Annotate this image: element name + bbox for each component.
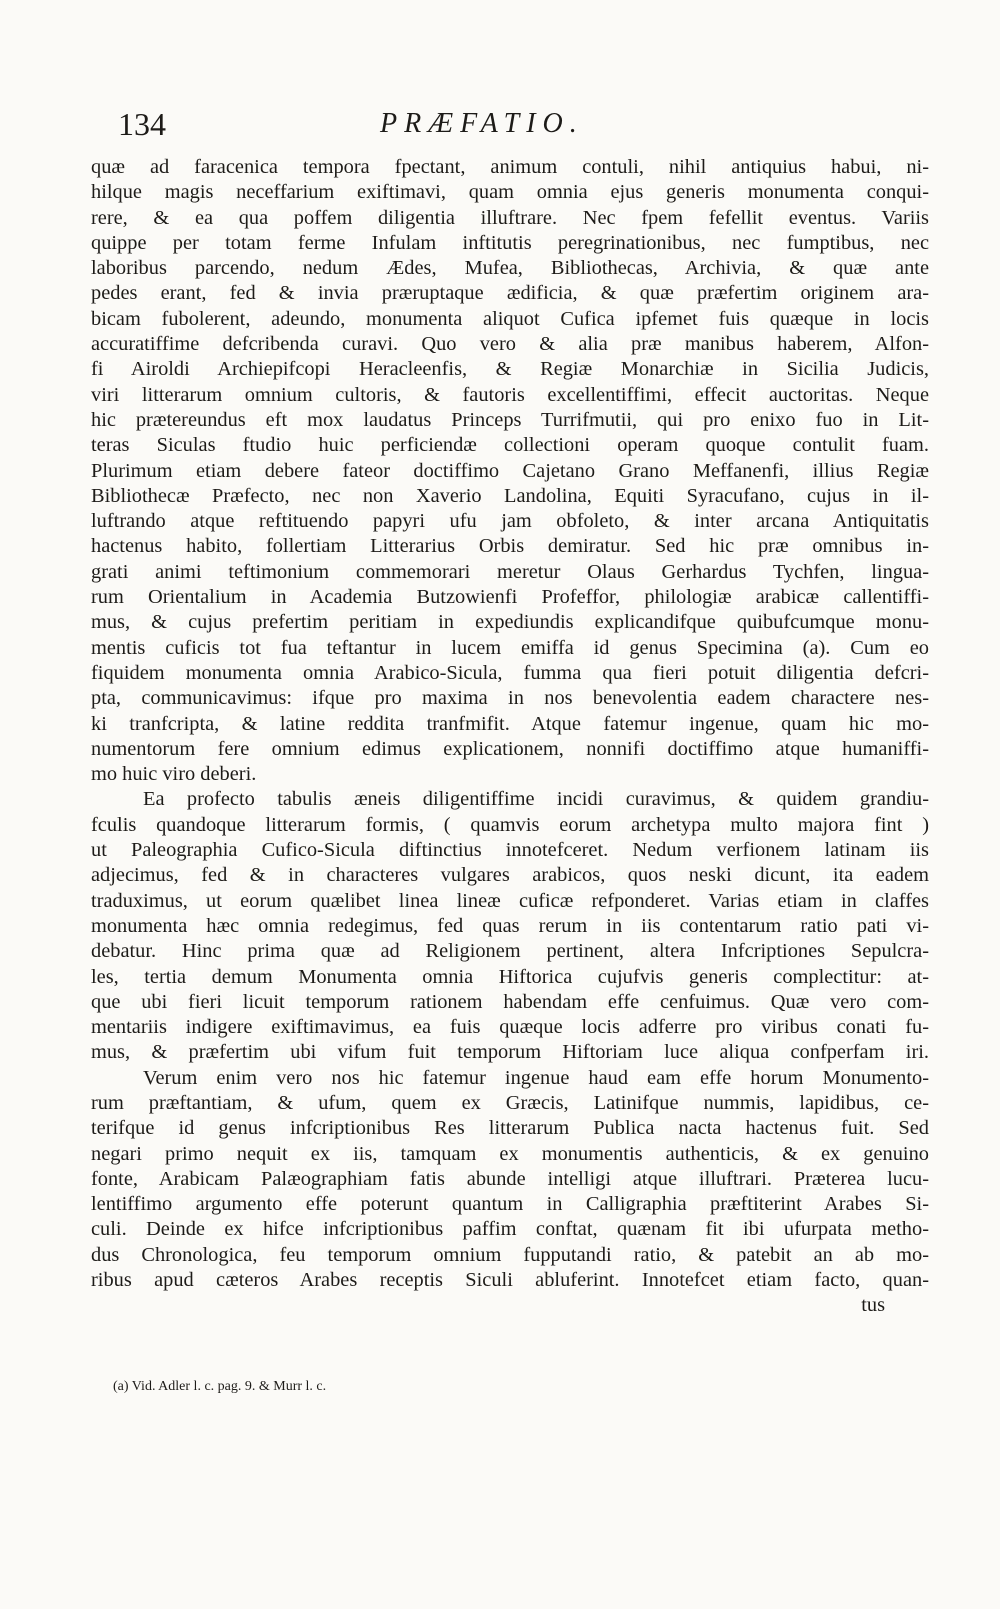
text-line: mentis cuficis tot fua teftantur in lucem emiffa id genus Specimina (a). Cum eo bbox=[91, 636, 929, 659]
page-number: 134 bbox=[118, 106, 166, 142]
text-line: accuratiffime defcribenda curavi. Quo vero & alia præ manibus haberem, Alfon- bbox=[91, 333, 929, 356]
catchword: tus bbox=[861, 1294, 885, 1317]
text-line: rum Orientalium in Academia Butzowienfi Profeffor, philologiæ arabicæ callentiffi- bbox=[91, 586, 929, 609]
text-line: les, tertia demum Monumenta omnia Hiftorica cujufvis generis complectitur: at- bbox=[91, 965, 929, 988]
text-line: rere, & ea qua poffem diligentia illuftrare. Nec fpem fefellit eventus. Variis bbox=[91, 206, 929, 229]
text-line: quippe per totam ferme Infulam inftitutis peregrinationibus, nec fumptibus, nec bbox=[91, 231, 929, 254]
text-line: fi Airoldi Archiepifcopi Heracleenfis, & Regiæ Monarchiæ in Sicilia Judicis, bbox=[91, 358, 929, 381]
text-line: adjecimus, fed & in characteres vulgares arabicos, quos neski dicunt, ita eadem bbox=[91, 864, 929, 887]
text-line: viri litterarum omnium cultoris, & fautoris excellentiffimi, effecit auctoritas. Neque bbox=[91, 383, 929, 406]
text-line: ut Paleographia Cufico-Sicula diftinctius innotefceret. Nedum verfionem latinam iis bbox=[91, 839, 929, 862]
text-line: numentorum fere omnium edimus explicationem, nonnifi doctiffimo atque humaniffi- bbox=[91, 737, 929, 760]
text-line: mus, & cujus prefertim peritiam in expediundis explicandifque quibufcumque monu- bbox=[91, 611, 929, 634]
text-line: pedes erant, fed & invia præruptaque ædificia, & quæ præfertim originem ara- bbox=[91, 282, 929, 305]
body-text bbox=[91, 155, 929, 1319]
text-line: hilque magis neceffarium exiftimavi, quam omnia ejus generis monumenta conqui- bbox=[91, 181, 929, 204]
text-line: debatur. Hinc prima quæ ad Religionem pertinent, altera Infcriptiones Sepulcra- bbox=[91, 940, 929, 963]
text-line: Plurimum etiam debere fateor doctiffimo Cajetano Grano Meffanenfi, illius Regiæ bbox=[91, 459, 929, 482]
text-line: Ea profecto tabulis æneis diligentiffime incidi curavimus, & quidem grandiu- bbox=[143, 788, 929, 811]
text-line: monumenta hæc omnia redegimus, fed quas rerum in iis contentarum ratio pati vi- bbox=[91, 914, 929, 937]
text-line: ki tranfcripta, & latine reddita tranfmifit. Atque fatemur ingenue, quam hic mo- bbox=[91, 712, 929, 735]
text-line: mo huic viro deberi. bbox=[91, 763, 257, 786]
text-line: mentariis indigere exiftimavimus, ea fuis quæque locis adferre pro viribus conati fu- bbox=[91, 1016, 929, 1039]
text-line: Verum enim vero nos hic fatemur ingenue haud eam effe horum Monumento- bbox=[143, 1066, 929, 1089]
text-line: luftrando atque reftituendo papyri ufu jam obfoleto, & inter arcana Antiquitatis bbox=[91, 510, 929, 533]
text-line: hactenus habito, follertiam Litterarius Orbis demiratur. Sed hic præ omnibus in- bbox=[91, 535, 929, 558]
text-line: negari primo nequit ex iis, tamquam ex monumentis authenticis, & ex genuino bbox=[91, 1142, 929, 1165]
footnote: (a) Vid. Adler l. c. pag. 9. & Murr l. c. bbox=[113, 1379, 327, 1394]
text-line: culi. Deinde ex hifce infcriptionibus paffim conftat, quænam fit ibi ufurpata metho- bbox=[91, 1218, 929, 1241]
text-line: fonte, Arabicam Palæographiam fatis abunde intelligi atque illuftrari. Præterea lucu- bbox=[91, 1167, 929, 1190]
text-line: que ubi fieri licuit temporum rationem habendam effe cenfuimus. Quæ vero com- bbox=[91, 990, 929, 1013]
running-head: PRÆFATIO. bbox=[380, 108, 584, 139]
text-line: bicam fubolerent, adeundo, monumenta aliquot Cufica ipfemet fuis quæque in locis bbox=[91, 307, 929, 330]
text-line: laboribus parcendo, nedum Ædes, Mufea, Bibliothecas, Archivia, & quæ ante bbox=[91, 257, 929, 280]
text-line: quæ ad faracenica tempora fpectant, animum contuli, nihil antiquius habui, ni- bbox=[91, 156, 929, 178]
text-line: fculis quandoque litterarum formis, ( quamvis eorum archetypa multo majora fint ) bbox=[91, 813, 929, 836]
text-line: traduximus, ut eorum quælibet linea lineæ cuficæ refponderet. Varias etiam in claffes bbox=[91, 889, 929, 912]
text-line: terifque id genus infcriptionibus Res litterarum Publica nacta hactenus fuit. Sed bbox=[91, 1117, 929, 1140]
text-line: lentiffimo argumento effe poterunt quantum in Calligraphia præftiterint Arabes Si- bbox=[91, 1193, 929, 1216]
text-line: pta, communicavimus: ifque pro maxima in nos benevolentia eadem charactere nes- bbox=[91, 687, 929, 710]
text-line: Bibliothecæ Præfecto, nec non Xaverio Landolina, Equiti Syracufano, cujus in il- bbox=[91, 484, 929, 507]
text-line: teras Siculas ftudio huic perficiendæ collectioni operam quoque contulit fuam. bbox=[91, 434, 929, 457]
text-line: fiquidem monumenta omnia Arabico-Sicula, fumma qua fieri potuit diligentia defcri- bbox=[91, 661, 929, 684]
text-line: grati animi teftimonium commemorari meretur Olaus Gerhardus Tychfen, lingua- bbox=[91, 560, 929, 583]
text-line: hic prætereundus eft mox laudatus Princeps Turrifmutii, qui pro enixo fuo in Lit- bbox=[91, 408, 929, 431]
page-header bbox=[118, 100, 938, 148]
text-line: ribus apud cæteros Arabes receptis Siculi abluferint. Innotefcet etiam facto, quan- bbox=[91, 1269, 929, 1292]
text-line: dus Chronologica, feu temporum omnium fupputandi ratio, & patebit an ab mo- bbox=[91, 1243, 929, 1266]
text-line: rum præftantiam, & ufum, quem ex Græcis, Latinifque nummis, lapidibus, ce- bbox=[91, 1091, 929, 1114]
text-line: mus, & præfertim ubi vifum fuit temporum Hiftoriam luce aliqua confperfam iri. bbox=[91, 1041, 929, 1064]
